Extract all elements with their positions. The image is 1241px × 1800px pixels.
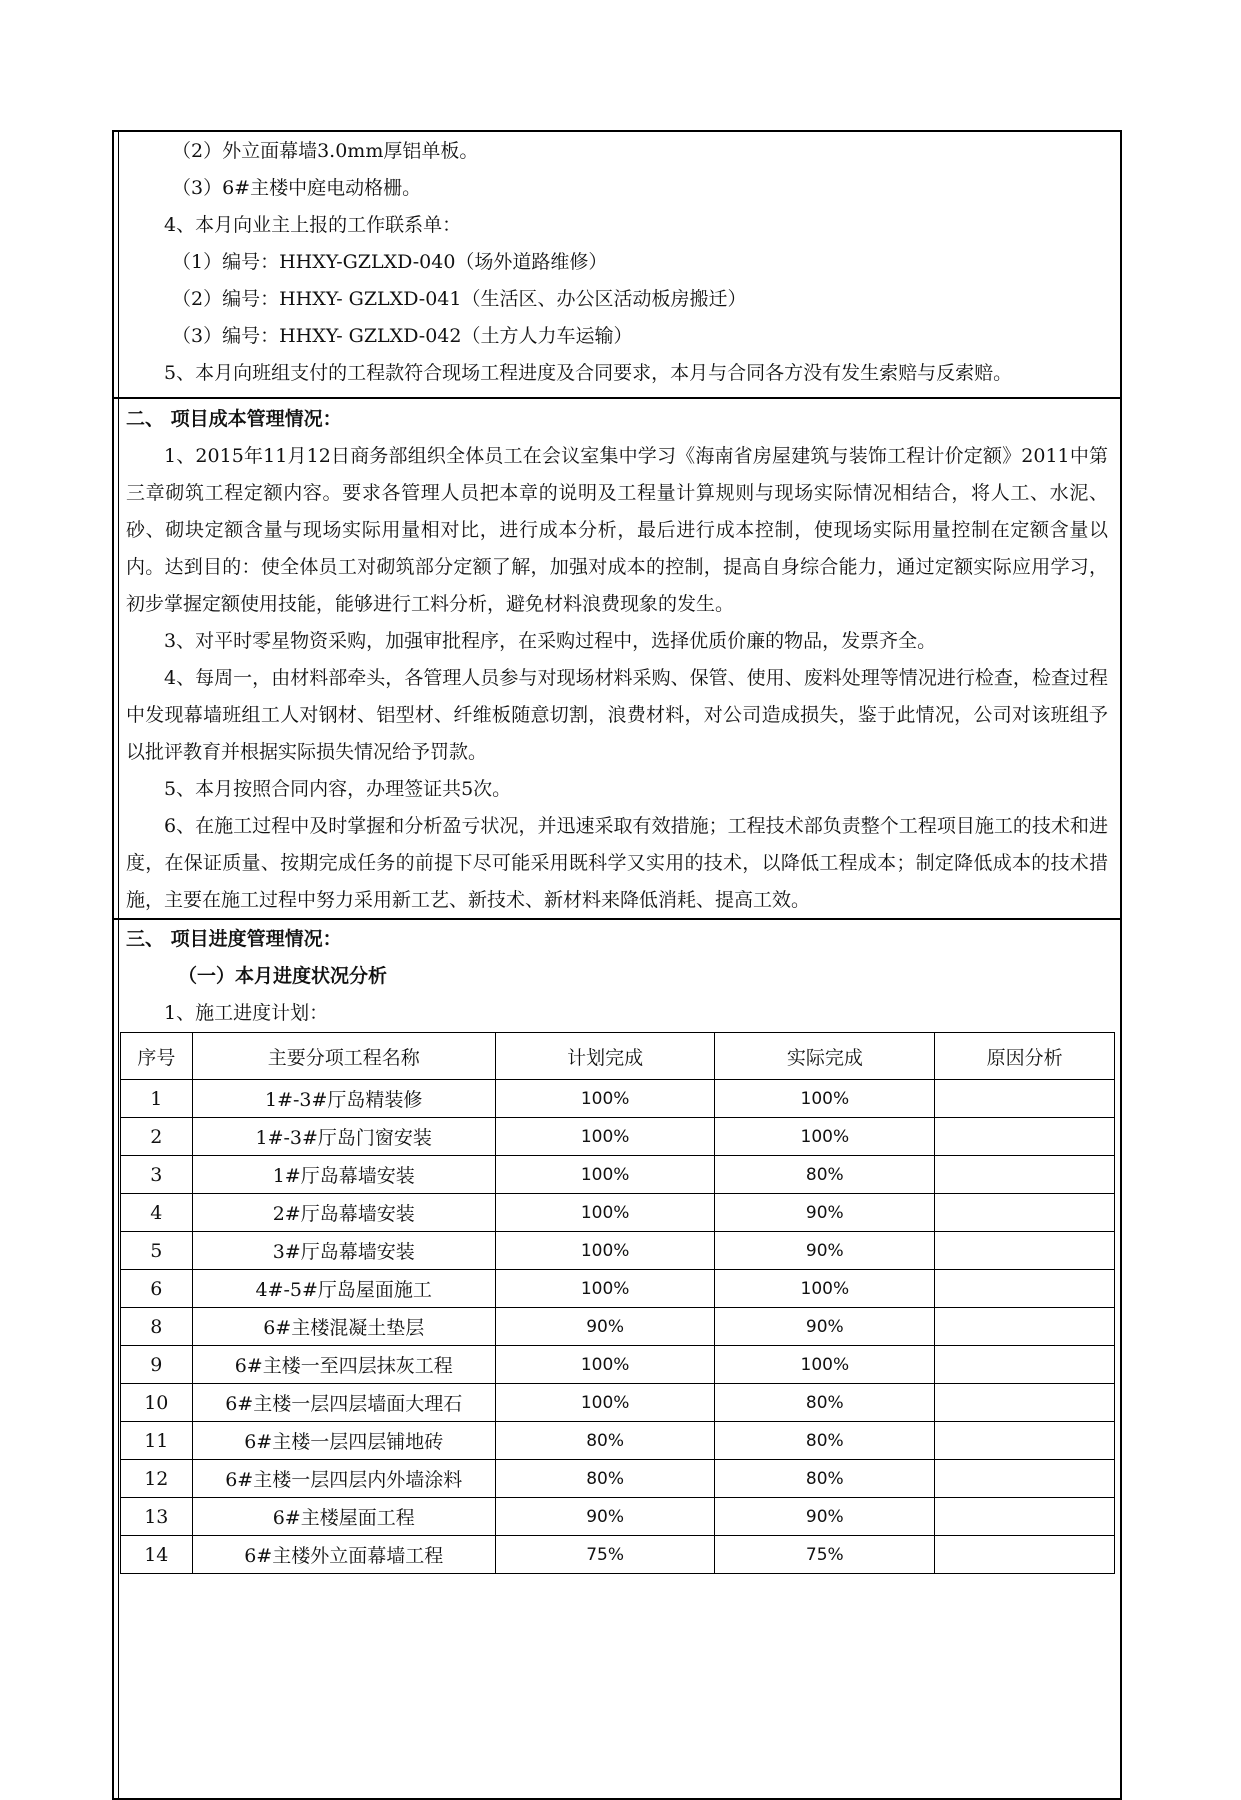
cell-no: 8 xyxy=(121,1308,193,1346)
table-row xyxy=(121,1346,1115,1384)
cell-reason xyxy=(935,1422,1115,1460)
cell-reason xyxy=(935,1194,1115,1232)
cell-reason xyxy=(935,1118,1115,1156)
cell-reason xyxy=(935,1384,1115,1422)
cost-section xyxy=(112,401,1122,919)
progress-table xyxy=(120,1032,1115,1574)
cell-planned: 100% xyxy=(495,1194,715,1232)
cell-item-name: 4#-5#厅岛屋面施工 xyxy=(192,1270,495,1308)
cell-no: 5 xyxy=(121,1232,193,1270)
cell-no: 3 xyxy=(121,1156,193,1194)
table-row xyxy=(121,1270,1115,1308)
cell-item-name: 1#厅岛幕墙安装 xyxy=(192,1156,495,1194)
cell-planned: 80% xyxy=(495,1460,715,1498)
cell-no: 2 xyxy=(121,1118,193,1156)
cell-no: 11 xyxy=(121,1422,193,1460)
cell-item-name: 3#厅岛幕墙安装 xyxy=(192,1232,495,1270)
contract-section xyxy=(112,133,1122,392)
cell-actual: 80% xyxy=(715,1422,935,1460)
item-line: （3）6#主楼中庭电动格栅。 xyxy=(172,177,422,199)
cell-actual: 90% xyxy=(715,1308,935,1346)
table-row xyxy=(121,1080,1115,1118)
table-row xyxy=(121,1422,1115,1460)
cell-actual: 100% xyxy=(715,1118,935,1156)
cell-actual: 100% xyxy=(715,1270,935,1308)
paragraph: 1、2015年11月12日商务部组织全体员工在会议室集中学习《海南省房屋建筑与装饰工程计价定额》2011中第三章砌筑工程定额内容。要求各管理人员把本章的说明及工程量计算规则与现场实际情况相结合，将人工、水泥、砂、砌块定额含量与现场实际用量相对比，进行成本分析，最后进行成本控制，使现场实际用量控制在定额含量以内。达到目的：使全体员工对砌筑部分定额了解，加强对成本的控制，提高自身综合能力，通过定额实际应用学习，初步掌握定额使用技能，能够进行工料分析，避免材料浪费现象的发生。 xyxy=(126,445,1108,615)
cell-planned: 100% xyxy=(495,1346,715,1384)
cell-actual: 80% xyxy=(715,1384,935,1422)
cell-item-name: 6#主楼一层四层内外墙涂料 xyxy=(192,1460,495,1498)
cell-no: 12 xyxy=(121,1460,193,1498)
cell-planned: 100% xyxy=(495,1232,715,1270)
paragraph: 3、对平时零星物资采购，加强审批程序，在采购过程中，选择优质价廉的物品，发票齐全。 xyxy=(164,630,937,652)
paragraph: 4、每周一，由材料部牵头，各管理人员参与对现场材料采购、保管、使用、废料处理等情况进行检查，检查过程中发现幕墙班组工人对钢材、铝型材、纤维板随意切割，浪费材料，对公司造成损失，鉴于此情况，公司对该班组予以批评教育并根据实际损失情况给予罚款。 xyxy=(126,667,1108,763)
cell-item-name: 1#-3#厅岛精装修 xyxy=(192,1080,495,1118)
section-divider xyxy=(112,397,1122,399)
cell-actual: 90% xyxy=(715,1194,935,1232)
cell-planned: 100% xyxy=(495,1080,715,1118)
cell-item-name: 6#主楼一至四层抹灰工程 xyxy=(192,1346,495,1384)
table-row xyxy=(121,1232,1115,1270)
table-row xyxy=(121,1194,1115,1232)
cell-reason xyxy=(935,1156,1115,1194)
cell-actual: 75% xyxy=(715,1536,935,1574)
cell-actual: 80% xyxy=(715,1156,935,1194)
item-line: （2）编号：HHXY- GZLXD-041（生活区、办公区活动板房搬迁） xyxy=(172,288,747,310)
cell-planned: 75% xyxy=(495,1536,715,1574)
cell-reason xyxy=(935,1308,1115,1346)
paragraph: 6、在施工过程中及时掌握和分析盈亏状况，并迅速采取有效措施；工程技术部负责整个工程项目施工的技术和进度，在保证质量、按期完成任务的前提下尽可能采用既科学又实用的技术，以降低工程成本；制定降低成本的技术措施，主要在施工过程中努力采用新工艺、新技术、新材料来降低消耗、提高工效。 xyxy=(126,815,1108,911)
table-row xyxy=(121,1384,1115,1422)
cell-planned: 100% xyxy=(495,1156,715,1194)
cell-reason xyxy=(935,1536,1115,1574)
header-planned: 计划完成 xyxy=(495,1033,715,1080)
cell-reason xyxy=(935,1232,1115,1270)
table-header-row xyxy=(121,1033,1115,1080)
cell-actual: 100% xyxy=(715,1346,935,1384)
cell-no: 4 xyxy=(121,1194,193,1232)
section-title: 二、 项目成本管理情况： xyxy=(126,408,342,430)
item-line: （2）外立面幕墙3.0mm厚铝单板。 xyxy=(172,140,479,162)
table-row xyxy=(121,1308,1115,1346)
cell-actual: 80% xyxy=(715,1460,935,1498)
cell-reason xyxy=(935,1460,1115,1498)
cell-no: 14 xyxy=(121,1536,193,1574)
cell-planned: 90% xyxy=(495,1308,715,1346)
progress-section xyxy=(112,921,1122,1032)
table-row xyxy=(121,1536,1115,1574)
cell-item-name: 6#主楼屋面工程 xyxy=(192,1498,495,1536)
cell-reason xyxy=(935,1346,1115,1384)
header-reason: 原因分析 xyxy=(935,1033,1115,1080)
item-line: 4、本月向业主上报的工作联系单： xyxy=(164,214,462,236)
cell-no: 1 xyxy=(121,1080,193,1118)
cell-item-name: 2#厅岛幕墙安装 xyxy=(192,1194,495,1232)
cell-actual: 90% xyxy=(715,1232,935,1270)
item-line: （3）编号：HHXY- GZLXD-042（土方人力车运输） xyxy=(172,325,633,347)
cell-planned: 100% xyxy=(495,1118,715,1156)
cell-item-name: 6#主楼一层四层铺地砖 xyxy=(192,1422,495,1460)
cell-no: 10 xyxy=(121,1384,193,1422)
header-item-name: 主要分项工程名称 xyxy=(192,1033,495,1080)
cell-item-name: 6#主楼外立面幕墙工程 xyxy=(192,1536,495,1574)
cell-no: 13 xyxy=(121,1498,193,1536)
cell-no: 9 xyxy=(121,1346,193,1384)
cell-reason xyxy=(935,1498,1115,1536)
header-actual: 实际完成 xyxy=(715,1033,935,1080)
section-divider xyxy=(112,918,1122,920)
cell-no: 6 xyxy=(121,1270,193,1308)
cell-item-name: 6#主楼混凝土垫层 xyxy=(192,1308,495,1346)
table-row xyxy=(121,1460,1115,1498)
cell-planned: 80% xyxy=(495,1422,715,1460)
cell-actual: 90% xyxy=(715,1498,935,1536)
header-no: 序号 xyxy=(121,1033,193,1080)
cell-actual: 100% xyxy=(715,1080,935,1118)
section-title: 三、 项目进度管理情况： xyxy=(126,928,342,950)
table-row xyxy=(121,1498,1115,1536)
cell-reason xyxy=(935,1270,1115,1308)
cell-planned: 90% xyxy=(495,1498,715,1536)
paragraph: 5、本月按照合同内容，办理签证共5次。 xyxy=(164,778,512,800)
item-line: （1）编号：HHXY-GZLXD-040（场外道路维修） xyxy=(172,251,608,273)
cell-planned: 100% xyxy=(495,1384,715,1422)
cell-reason xyxy=(935,1080,1115,1118)
table-row xyxy=(121,1118,1115,1156)
plan-label: 1、施工进度计划： xyxy=(164,1002,329,1024)
cell-item-name: 6#主楼一层四层墙面大理石 xyxy=(192,1384,495,1422)
table-row xyxy=(121,1156,1115,1194)
section-subtitle: （一）本月进度状况分析 xyxy=(178,965,388,987)
cell-planned: 100% xyxy=(495,1270,715,1308)
cell-item-name: 1#-3#厅岛门窗安装 xyxy=(192,1118,495,1156)
item-line: 5、本月向班组支付的工程款符合现场工程进度及合同要求，本月与合同各方没有发生索赔与反索赔。 xyxy=(164,362,1013,384)
